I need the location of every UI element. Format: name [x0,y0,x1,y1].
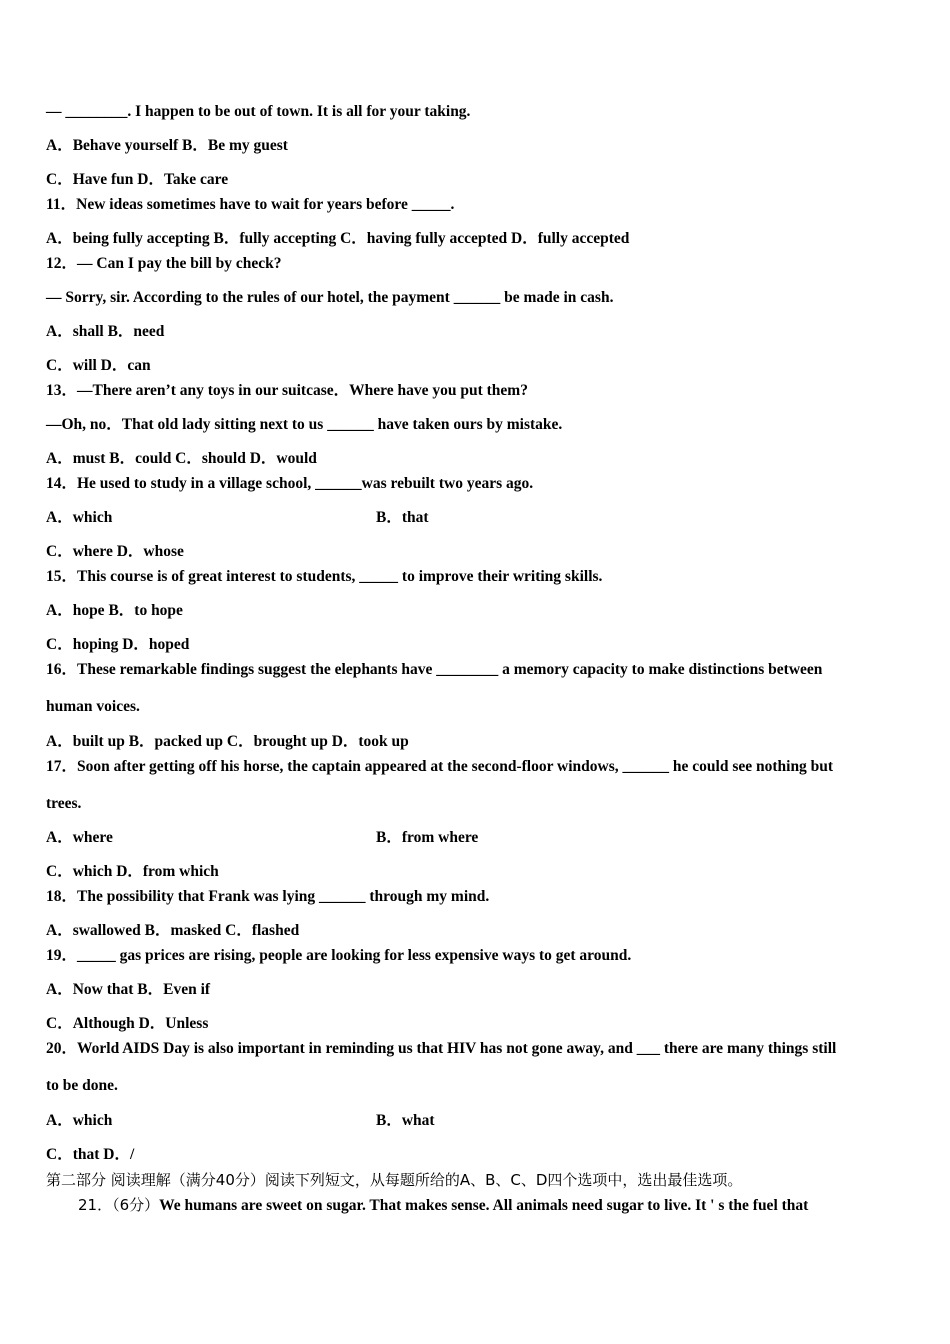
q20-question-line1: 20．World AIDS Day is also important in reminding us that HIV has not gone away, and ___ there are many things still [46,1040,837,1057]
q21-paragraph [78,1195,808,1216]
q12-reply: — Sorry, sir. According to the rules of our hotel, the payment ______ be made in cash. [46,289,614,306]
q12-options-cd: C．will D．can [46,357,151,374]
q16-question-line2: human voices. [46,698,140,715]
q17-question-line1: 17．Soon after getting off his horse, the captain appeared at the second-floor windows, ______ he could see nothing but [46,758,834,775]
q14-question: 14．He used to study in a village school, ______was rebuilt two years ago. [46,475,534,492]
q18-options: A．swallowed B．masked C．flashed [46,922,300,939]
q20-option-b: B．what [376,1112,435,1129]
q16-question-line1: 16．These remarkable findings suggest the elephants have ________ a memory capacity to make distinctions between [46,661,823,678]
q10-options-cd: C．Have fun D．Take care [46,171,229,188]
q17-option-a: A．where [46,829,113,846]
q20-options-cd: C．that D．/ [46,1146,135,1163]
q19-question: 19．_____ gas prices are rising, people are looking for less expensive ways to get around. [46,947,632,964]
q17-question-line2: trees. [46,795,82,812]
q16-options: A．built up B．packed up C．brought up D．took up [46,733,409,750]
q13-question: 13．—There aren’t any toys in our suitcase．Where have you put them? [46,382,528,399]
q10-options-ab: A．Behave yourself B．Be my guest [46,137,288,154]
q12-options-ab: A．shall B．need [46,323,165,340]
q21-number: 21．（6分） [78,1196,160,1214]
q14-option-b: B．that [376,509,429,526]
q20-question-line2: to be done. [46,1077,118,1094]
q13-options: A．must B．could C．should D．would [46,450,317,467]
q11-options: A．being fully accepting B．fully accepting C．having fully accepted D．fully accepted [46,230,630,247]
part2-heading: 第二部分 阅读理解（满分40分）阅读下列短文，从每题所给的A、B、C、D四个选项中，选出最佳选项。 [46,1171,743,1189]
q20-option-a: A．which [46,1112,113,1129]
q17-options-cd: C．which D．from which [46,863,219,880]
q19-options-cd: C．Although D．Unless [46,1015,209,1032]
q11-question: 11．New ideas sometimes have to wait for years before _____. [46,196,455,213]
q12-question: 12．— Can I pay the bill by check? [46,255,282,272]
q10-reply: — ________. I happen to be out of town. It is all for your taking. [46,103,471,120]
q19-options-ab: A．Now that B．Even if [46,981,211,998]
q13-reply: —Oh, no．That old lady sitting next to us ______ have taken ours by mistake. [46,416,563,433]
q18-question: 18．The possibility that Frank was lying ______ through my mind. [46,888,490,905]
q15-options-ab: A．hope B．to hope [46,602,183,619]
q14-options-cd: C．where D．whose [46,543,184,560]
q15-question: 15．This course is of great interest to students, _____ to improve their writing skills. [46,568,603,585]
q17-option-b: B．from where [376,829,479,846]
q21-text: We humans are sweet on sugar. That makes sense. All animals need sugar to live. It ' s the fuel that [159,1197,809,1214]
q15-options-cd: C．hoping D．hoped [46,636,190,653]
q14-option-a: A．which [46,509,113,526]
